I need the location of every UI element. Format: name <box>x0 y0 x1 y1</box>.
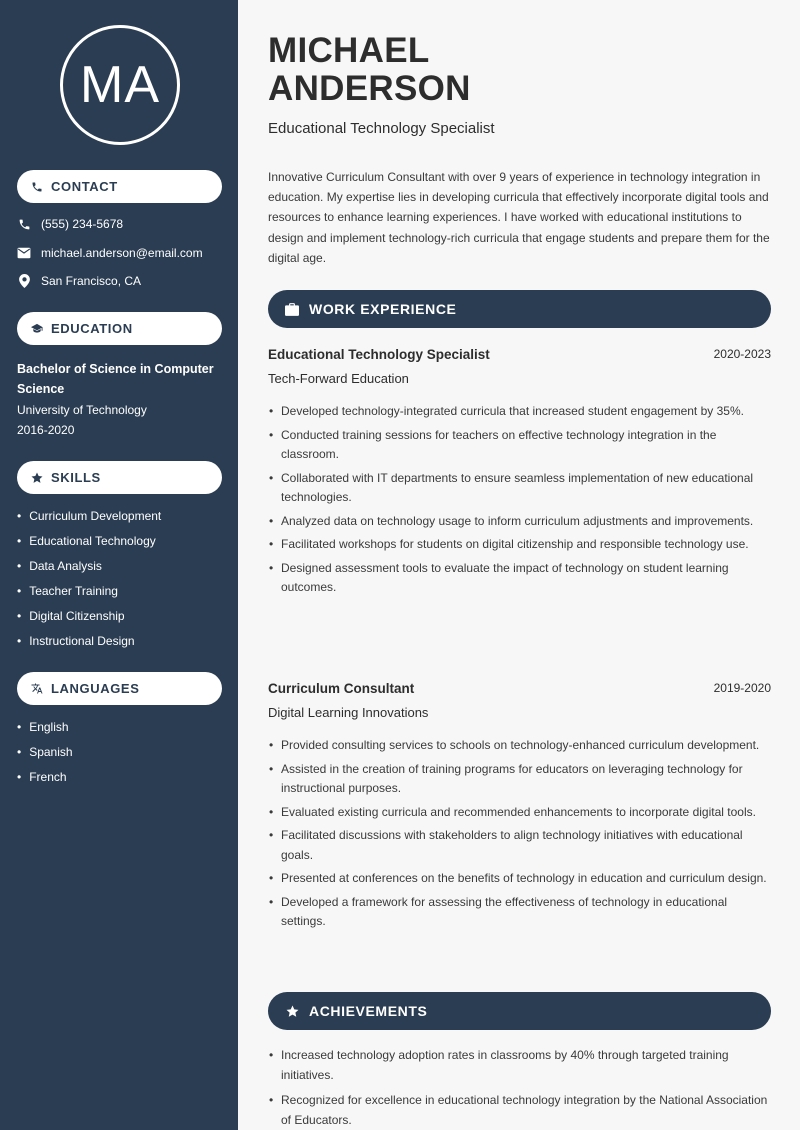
achievements-heading <box>268 992 771 1030</box>
job-bullet: • Designed assessment tools to evaluate the impact of technology on student learning outcomes. <box>268 559 771 598</box>
candidate-name <box>268 32 471 108</box>
job-bullet: • Facilitated workshops for students on digital citizenship and responsible technology use. <box>268 535 771 555</box>
languages-list <box>17 720 73 795</box>
avatar-initials: MA <box>80 56 160 114</box>
education-degree: Bachelor of Science in Computer Science <box>17 362 214 396</box>
job-1-company: Tech-Forward Education <box>268 371 409 386</box>
job-2-title: Curriculum Consultant <box>268 681 415 696</box>
star-icon <box>31 472 43 484</box>
job-bullet: • Collaborated with IT departments to ensure seamless implementation of new educational technologies. <box>268 469 771 508</box>
achievements-list <box>268 1046 771 1130</box>
skill-item: • Data Analysis <box>17 559 161 584</box>
skills-heading <box>17 461 222 494</box>
contact-location <box>17 274 141 288</box>
contact-email <box>17 246 203 260</box>
job-2-bullets <box>268 736 771 932</box>
translate-icon <box>31 683 43 695</box>
phone-icon <box>31 181 43 193</box>
contact-heading-label: CONTACT <box>51 179 118 194</box>
education-years: 2016-2020 <box>17 423 75 437</box>
name-line-last: ANDERSON <box>268 69 471 108</box>
skill-item: • Teacher Training <box>17 584 161 609</box>
sidebar <box>0 0 238 1130</box>
languages-heading-label: LANGUAGES <box>51 681 140 696</box>
job-bullet: • Developed a framework for assessing the effectiveness of technology in educational settings. <box>268 893 771 932</box>
profile-summary: Innovative Curriculum Consultant with over 9 years of experience in technology integration in education. My expertise lies in developing curricula that effectively incorporate digital tools and resources to enhance learning experiences. I have worked with educational institutions to design and implement technology-rich curricula that engage students and prepare them for the digital age. <box>268 170 770 265</box>
job-bullet: • Evaluated existing curricula and recommended enhancements to incorporate digital tools. <box>268 803 771 823</box>
languages-heading <box>17 672 222 705</box>
contact-phone <box>17 217 123 231</box>
job-2-company: Digital Learning Innovations <box>268 705 429 720</box>
job-bullet: • Provided consulting services to schools on technology-enhanced curriculum development. <box>268 736 771 756</box>
email-icon <box>17 246 31 260</box>
job-bullet: • Conducted training sessions for teachers on effective technology integration in the classroom. <box>268 426 771 465</box>
location-pin-icon <box>17 274 31 288</box>
language-item: • Spanish <box>17 745 73 770</box>
job-title-headline: Educational Technology Specialist <box>268 120 495 137</box>
achievement-item: • Increased technology adoption rates in classrooms by 40% through targeted training initiatives. <box>268 1046 771 1085</box>
skill-item: • Curriculum Development <box>17 509 161 534</box>
skill-item: • Digital Citizenship <box>17 609 161 634</box>
work-experience-heading-label: WORK EXPERIENCE <box>309 301 457 317</box>
name-line-first: MICHAEL <box>268 31 430 70</box>
job-1-title: Educational Technology Specialist <box>268 347 490 362</box>
skills-heading-label: SKILLS <box>51 470 101 485</box>
job-2-dates: 2019-2020 <box>713 681 771 695</box>
education-school: University of Technology <box>17 403 147 417</box>
job-bullet: • Analyzed data on technology usage to inform curriculum adjustments and improvements. <box>268 512 771 532</box>
contact-location-value: San Francisco, CA <box>41 274 142 288</box>
work-experience-heading <box>268 290 771 328</box>
job-1-dates: 2020-2023 <box>713 347 771 361</box>
skill-item: • Instructional Design <box>17 634 161 659</box>
language-item: • French <box>17 770 73 795</box>
briefcase-icon <box>285 302 299 316</box>
graduation-cap-icon <box>31 323 43 335</box>
skills-list <box>17 509 161 659</box>
job-1-bullets <box>268 402 771 598</box>
education-heading <box>17 312 222 345</box>
avatar <box>60 25 180 145</box>
contact-heading <box>17 170 222 203</box>
contact-email-value: michael.anderson@email.com <box>41 246 203 260</box>
phone-icon <box>17 217 31 231</box>
achievements-heading-label: ACHIEVEMENTS <box>309 1003 428 1019</box>
job-bullet: • Developed technology-integrated curricula that increased student engagement by 35%. <box>268 402 771 422</box>
job-bullet: • Assisted in the creation of training programs for educators on leveraging technology for instructional purposes. <box>268 760 771 799</box>
job-bullet: • Facilitated discussions with stakeholders to align technology initiatives with educational goals. <box>268 826 771 865</box>
contact-phone-value: (555) 234-5678 <box>41 217 124 231</box>
skill-item: • Educational Technology <box>17 534 161 559</box>
education-heading-label: EDUCATION <box>51 321 133 336</box>
achievement-item: • Recognized for excellence in educational technology integration by the National Association of Educators. <box>268 1091 771 1130</box>
star-icon <box>285 1004 299 1018</box>
job-bullet: • Presented at conferences on the benefits of technology in education and curriculum design. <box>268 869 771 889</box>
language-item: • English <box>17 720 73 745</box>
